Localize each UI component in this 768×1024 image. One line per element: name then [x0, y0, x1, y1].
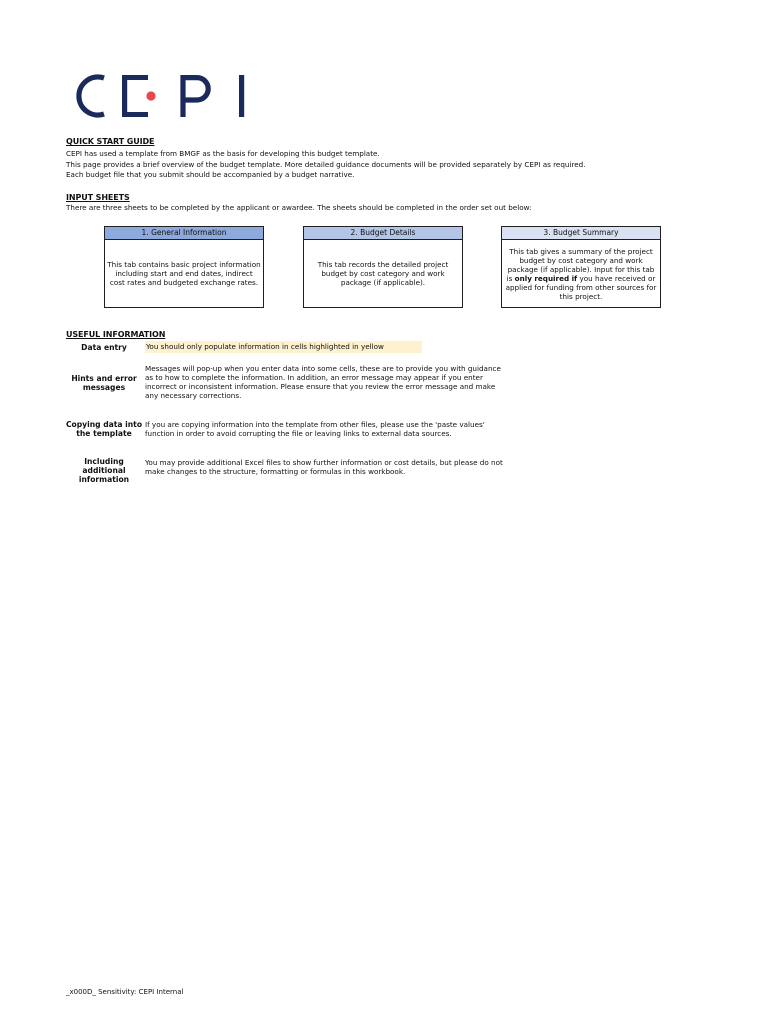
sheet-card-budget-details: [303, 226, 463, 308]
sheet-card-description: [502, 240, 660, 307]
quick-start-title: QUICK START GUIDE: [66, 137, 155, 146]
sheet-card-title: 1. General Information: [105, 227, 263, 240]
cepi-logo-mark: [66, 68, 256, 124]
description-emphasis: only required if: [514, 273, 578, 283]
info-text-additional: You may provide additional Excel files to show further information or cost details, but please do not make changes to the structure, formatting or formulas in this workbook.: [145, 458, 503, 476]
info-text-hints: Messages will pop-up when you enter data into some cells, these are to provide you with guidance as to how to complete the information. In addition, an error message may appear if you enter incorrect or inconsistent information. Please ensure that you review the error message and make any necessary corrections.: [145, 364, 501, 400]
sheet-card-title: 2. Budget Details: [304, 227, 462, 240]
sheet-card-budget-summary: [501, 226, 661, 308]
sheet-card-description-text: This tab contains basic project information including start and end dates, indirect cost rates and budgeted exchange rates.: [107, 260, 261, 287]
sheet-card-general-information: [104, 226, 264, 308]
info-label-data-entry: Data entry: [81, 343, 127, 352]
quick-start-line-3: Each budget file that you submit should be accompanied by a budget narrative.: [66, 170, 355, 179]
quick-start-line-2: This page provides a brief overview of the budget template. More detailed guidance documents will be provided separately by CEPI as required.: [66, 160, 586, 169]
cepi-logo: [66, 68, 256, 124]
description-part: This tab gives a summary of the project budget by cost category and work package (if applicable). Input for this tab is: [506, 246, 655, 283]
input-sheets-title: INPUT SHEETS: [66, 193, 130, 202]
quick-start-line-1: CEPI has used a template from BMGF as the basis for developing this budget template.: [66, 149, 380, 158]
info-label-additional: Including additional information: [78, 457, 130, 484]
sheet-card-title: 3. Budget Summary: [502, 227, 660, 240]
info-text-data-entry: You should only populate information in cells highlighted in yellow: [145, 341, 422, 353]
logo-dot: [146, 91, 155, 100]
sheet-card-description: [304, 240, 462, 307]
sheet-card-description-text: This tab records the detailed project budget by cost category and work package (if applicable).: [317, 260, 449, 287]
info-text-copying: If you are copying information into the template from other files, please use the 'paste values' function in order to avoid corrupting the file or leaving links to external data sources.: [145, 420, 485, 438]
input-sheets-intro: There are three sheets to be completed by the applicant or awardee. The sheets should be completed in the order set out below:: [66, 203, 532, 212]
info-label-hints: Hints and error messages: [71, 374, 137, 392]
sensitivity-footer: _x000D_ Sensitivity: CEPI Internal: [66, 988, 184, 996]
useful-info-title: USEFUL INFORMATION: [66, 330, 166, 339]
sheet-card-description: [105, 240, 263, 307]
description-part: you have received or applied for funding from other sources for this project.: [505, 273, 657, 301]
sheet-card-description-text: [504, 247, 658, 301]
info-label-copying: Copying data into the template: [65, 420, 143, 438]
